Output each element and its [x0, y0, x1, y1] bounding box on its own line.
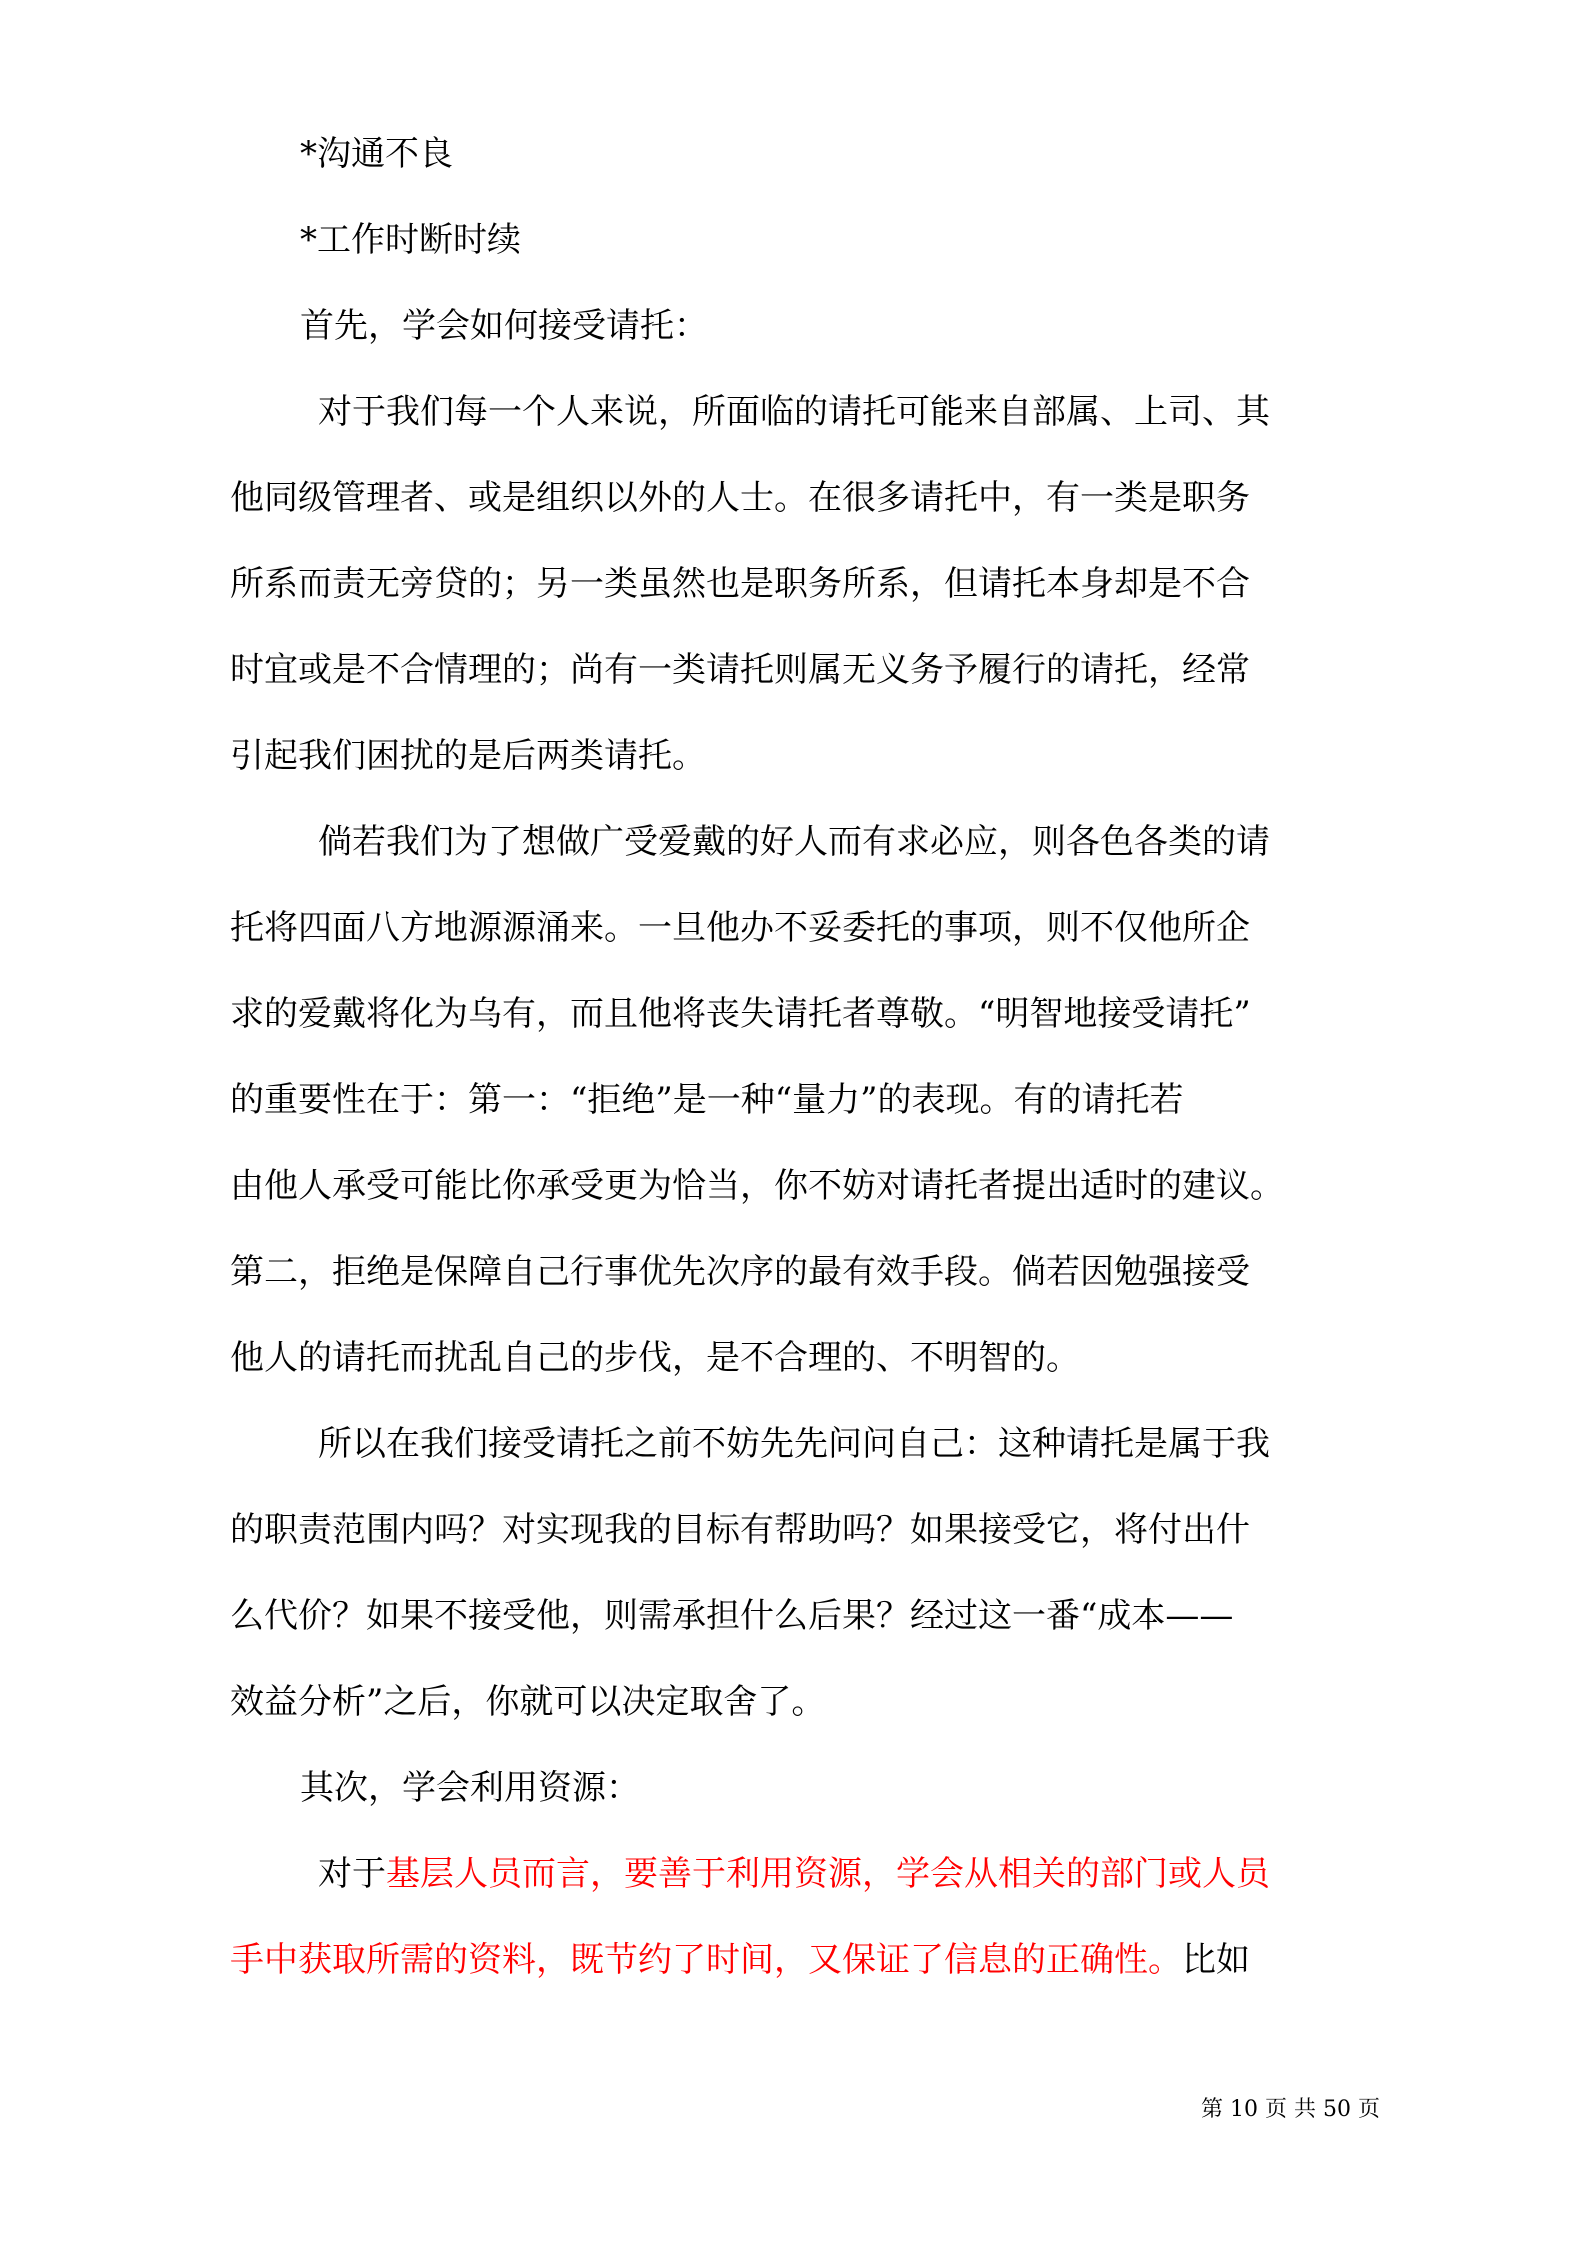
text-line-5: 他同级管理者、或是组织以外的人士。在很多请托中，有一类是职务: [230, 478, 1250, 518]
text-line-19: 效益分析”之后，你就可以决定取舍了。: [230, 1682, 826, 1722]
text-line-15: 他人的请托而扰乱自己的步伐，是不合理的、不明智的。: [230, 1338, 1080, 1378]
text-line-7: 时宜或是不合情理的；尚有一类请托则属无义务予履行的请托，经常: [230, 650, 1250, 690]
text-line-21-lead: 对于: [318, 1854, 386, 1894]
highlighted-text: 基层人员而言，要善于利用资源，学会从相关的部门或人员: [386, 1854, 1270, 1894]
text-line-12: 的重要性在于：第一：“拒绝”是一种“量力”的表现。有的请托若: [230, 1080, 1184, 1120]
text-line-21: [318, 1852, 1458, 1896]
text-line-14: 第二，拒绝是保障自己行事优先次序的最有效手段。倘若因勉强接受: [230, 1252, 1250, 1292]
text-line-16: 所以在我们接受请托之前不妨先先问问自己：这种请托是属于我: [318, 1424, 1270, 1464]
text-line-1: *沟通不良: [300, 134, 453, 174]
text-line-22: [230, 1938, 1370, 1982]
text-line-6: 所系而责无旁贷的；另一类虽然也是职务所系，但请托本身却是不合: [230, 564, 1250, 604]
text-line-9: 倘若我们为了想做广受爱戴的好人而有求必应，则各色各类的请: [318, 822, 1270, 862]
text-line-20: 其次，学会利用资源：: [300, 1768, 640, 1808]
text-line-13: 由他人承受可能比你承受更为恰当，你不妨对请托者提出适时的建议。: [230, 1166, 1284, 1206]
text-line-22-tail: 比如: [1182, 1940, 1250, 1980]
text-line-8: 引起我们困扰的是后两类请托。: [230, 736, 706, 776]
text-line-11: 求的爱戴将化为乌有，而且他将丧失请托者尊敬。“明智地接受请托”: [230, 994, 1251, 1034]
highlighted-text: 手中获取所需的资料，既节约了时间，又保证了信息的正确性。: [230, 1940, 1182, 1980]
page-number-footer: 第 10 页 共 50 页: [1201, 2097, 1380, 2122]
text-line-18: 么代价？如果不接受他，则需承担什么后果？经过这一番“成本——: [230, 1596, 1234, 1636]
text-line-17: 的职责范围内吗？对实现我的目标有帮助吗？如果接受它，将付出什: [230, 1510, 1250, 1550]
text-line-2: *工作时断时续: [300, 220, 521, 260]
text-line-3: 首先，学会如何接受请托：: [300, 306, 708, 346]
text-line-4: 对于我们每一个人来说，所面临的请托可能来自部属、上司、其: [318, 392, 1270, 432]
text-line-10: 托将四面八方地源源涌来。一旦他办不妥委托的事项，则不仅他所企: [230, 908, 1250, 948]
